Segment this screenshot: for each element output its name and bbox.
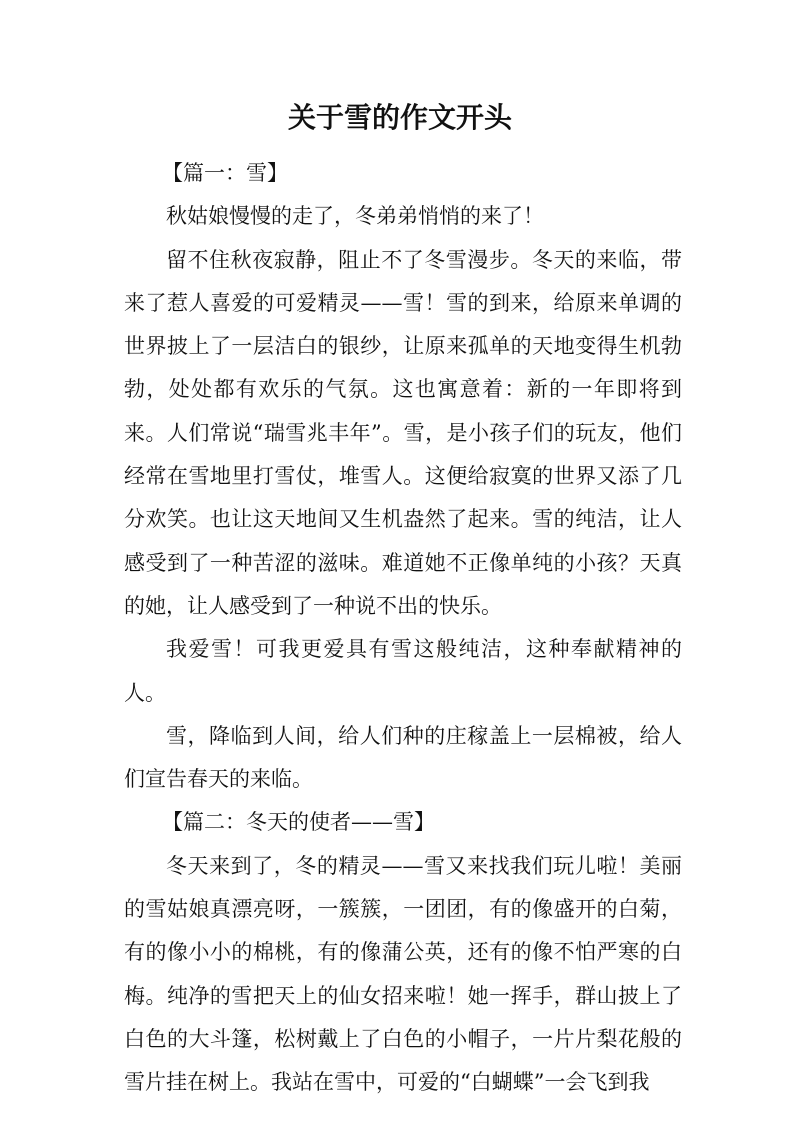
- document-body: [124, 152, 682, 1105]
- section-heading-2: 【篇二：冬天的使者——雪】: [162, 810, 435, 835]
- paragraph: 秋姑娘慢慢的走了，冬弟弟悄悄的来了！: [166, 204, 544, 229]
- paragraph: 我爱雪！可我更爱具有雪这般纯洁，这种奉献精神的人。: [124, 637, 682, 705]
- section-heading-1: 【篇一：雪】: [162, 161, 288, 185]
- document-title: 关于雪的作文开头: [287, 101, 512, 134]
- paragraph: 冬天来到了，冬的精灵——雪又来找我们玩儿啦！美丽的雪姑娘真漂亮呀，一簇簇，一团团，有的像盛开的白菊，有的像小小的棉桃，有的像蒲公英，还有的像不怕严寒的白梅。纯净的雪把天上的仙女招来啦！她一挥手，群山披上了白色的大斗篷，松树戴上了白色的小帽子，一片片梨花般的雪片挂在树上。我站在雪中，可爱的“白蝴蝶”一会飞到我: [124, 853, 682, 1095]
- paragraph: 雪，降临到人间，给人们种的庄稼盖上一层棉被，给人们宣告春天的来临。: [124, 723, 682, 792]
- paragraph: 留不住秋夜寂静，阻止不了冬雪漫步。冬天的来临，带来了惹人喜爱的可爱精灵——雪！雪的到来，给原来单调的世界披上了一层洁白的银纱，让原来孤单的天地变得生机勃勃，处处都有欢乐的气氛。这也寓意着：新的一年即将到来。人们常说“瑞雪兆丰年”。雪，是小孩子们的玩友，他们经常在雪地里打雪仗，堆雪人。这便给寂寞的世界又添了几分欢笑。也让这天地间又生机盎然了起来。雪的纯洁，让人感受到了一种苦涩的滋味。难道她不正像单纯的小孩？天真的她，让人感受到了一种说不出的快乐。: [124, 247, 682, 618]
